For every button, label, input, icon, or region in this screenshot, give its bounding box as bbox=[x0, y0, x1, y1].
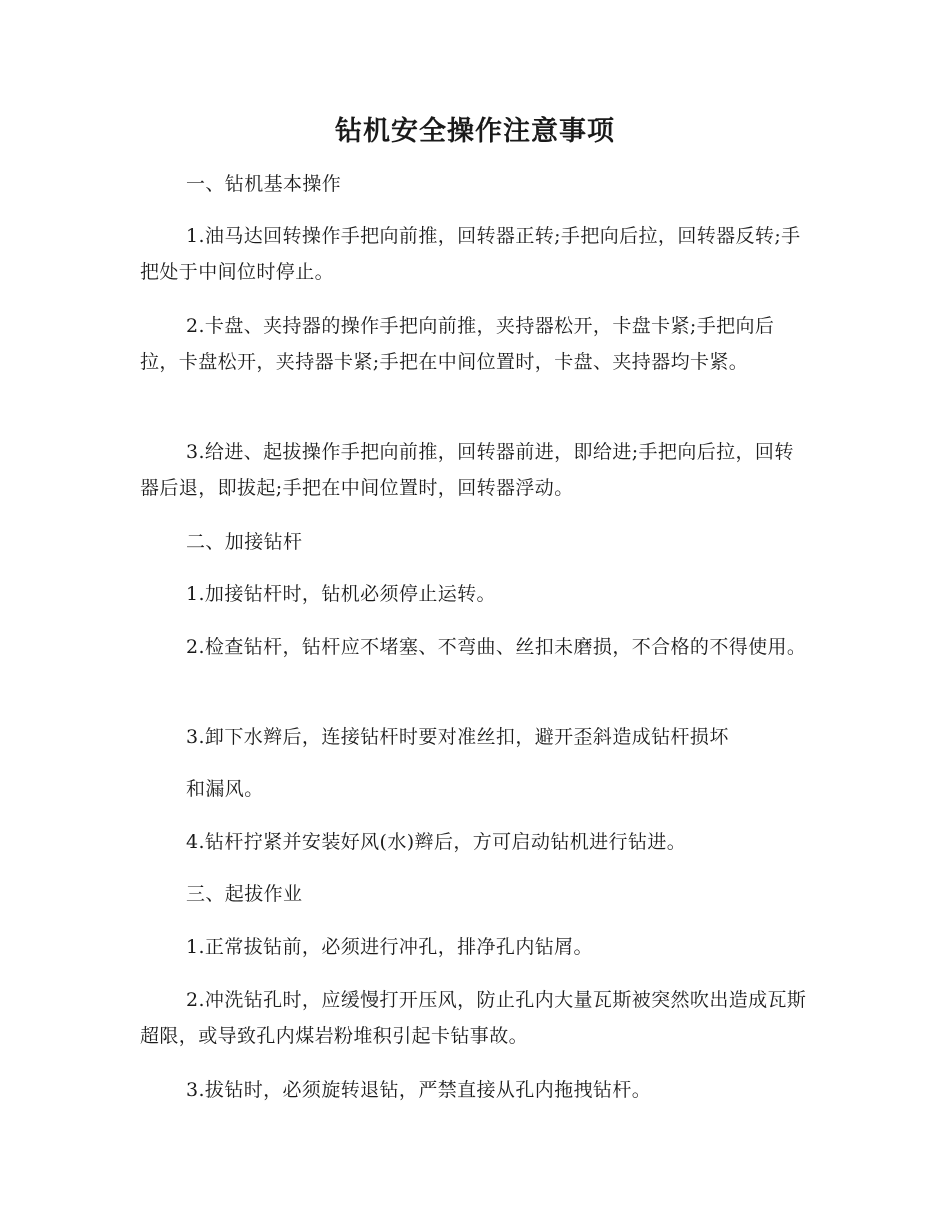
paragraph: 3.拔钻时，必须旋转退钻，严禁直接从孔内拖拽钻杆。 bbox=[186, 1079, 652, 1101]
paragraph: 2.冲洗钻孔时，应缓慢打开压风，防止孔内大量瓦斯被突然吹出造成瓦斯超限，或导致孔内煤岩粉堆积引起卡钻事故。 bbox=[140, 989, 807, 1047]
paragraph-continuation: 和漏风。 bbox=[186, 778, 264, 800]
section-heading: 三、起拔作业 bbox=[186, 883, 303, 905]
section-heading: 一、钻机基本操作 bbox=[186, 173, 342, 195]
paragraph: 3.卸下水辫后，连接钻杆时要对准丝扣，避开歪斜造成钻杆损坏 bbox=[186, 726, 729, 748]
paragraph: 1.加接钻杆时，钻机必须停止运转。 bbox=[186, 583, 496, 605]
paragraph: 4.钻杆拧紧并安装好风(水)辫后，方可启动钻机进行钻进。 bbox=[186, 831, 687, 853]
paragraph: 2.检查钻杆，钻杆应不堵塞、不弯曲、丝扣未磨损，不合格的不得使用。 bbox=[186, 636, 807, 658]
paragraph: 2.卡盘、夹持器的操作手把向前推，夹持器松开，卡盘卡紧;手把向后拉，卡盘松开，夹持器卡紧;手把在中间位置时，卡盘、夹持器均卡紧。 bbox=[140, 315, 775, 373]
page-title: 钻机安全操作注意事项 bbox=[335, 116, 615, 147]
paragraph: 1.正常拔钻前，必须进行冲孔，排净孔内钻屑。 bbox=[186, 936, 593, 958]
paragraph: 1.油马达回转操作手把向前推，回转器正转;手把向后拉，回转器反转;手把处于中间位时停止。 bbox=[140, 225, 801, 283]
section-heading: 二、加接钻杆 bbox=[186, 531, 303, 553]
paragraph: 3.给进、起拔操作手把向前推，回转器前进，即给进;手把向后拉，回转器后退，即拔起;手把在中间位置时，回转器浮动。 bbox=[140, 441, 794, 499]
